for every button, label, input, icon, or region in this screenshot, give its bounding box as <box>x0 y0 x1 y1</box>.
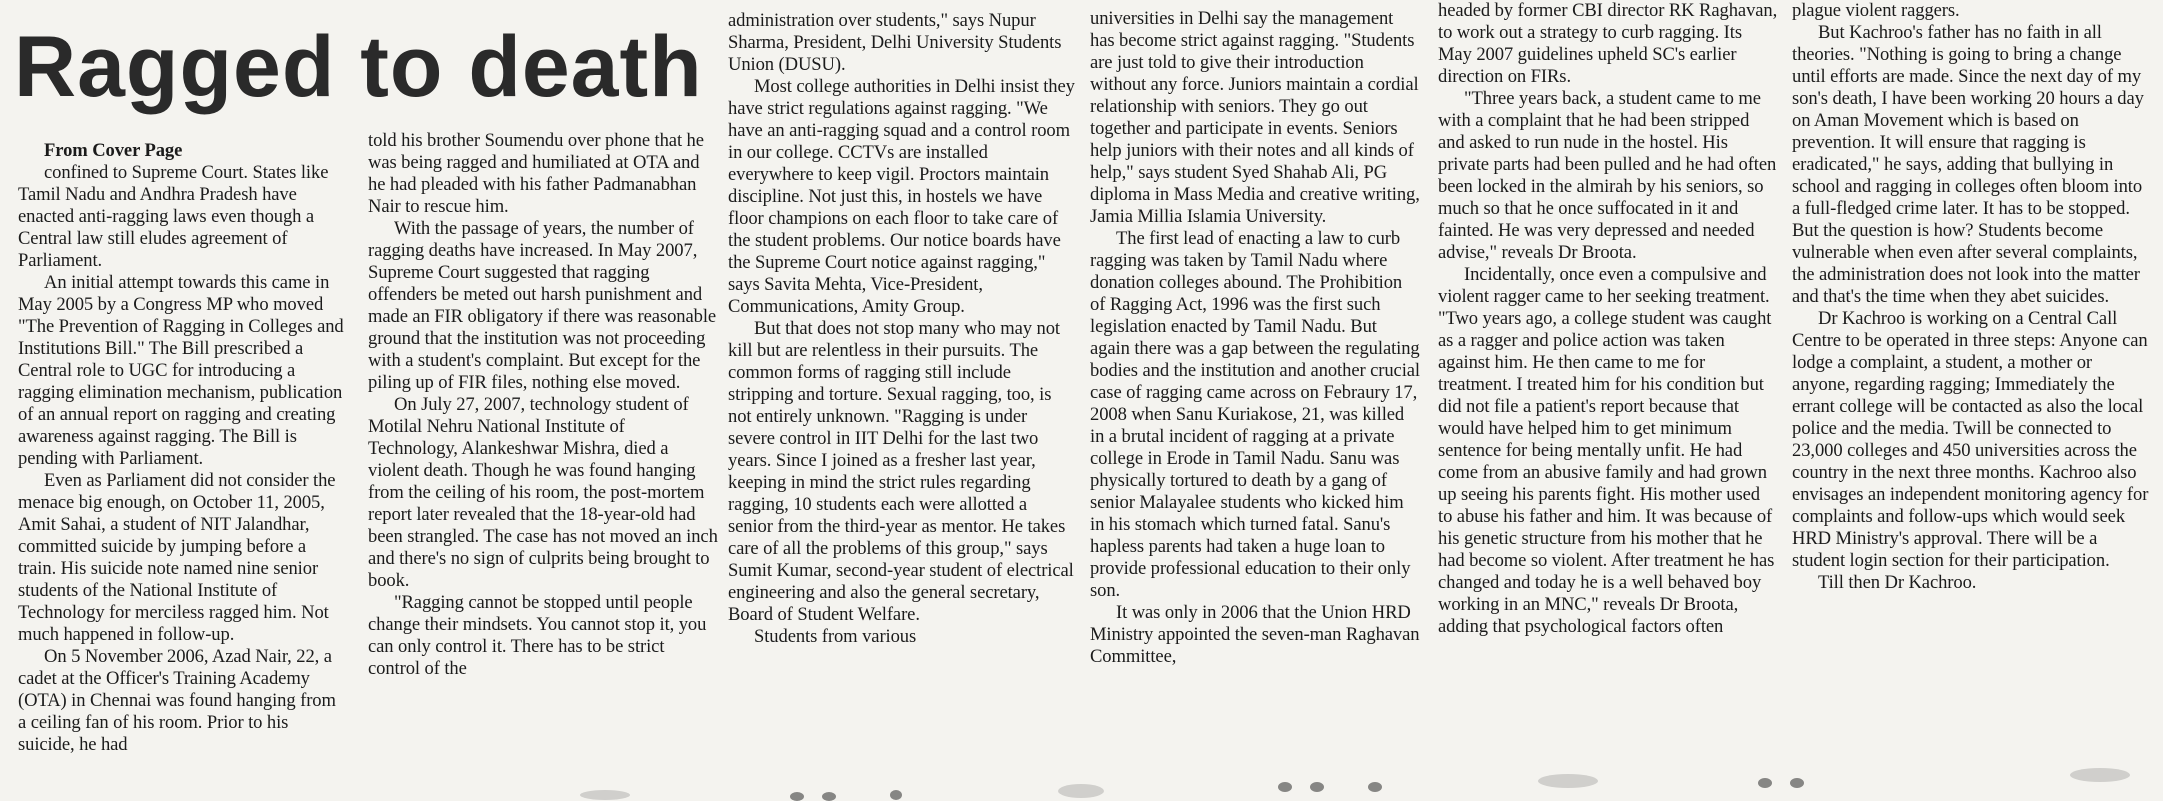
scan-blot <box>1368 782 1382 792</box>
headline: Ragged to death <box>14 19 703 115</box>
article-column-1 <box>18 140 348 800</box>
scan-blot <box>1058 784 1104 798</box>
paragraph: On July 27, 2007, technology student of Motilal Nehru National Institute of Technology, Alankeshwar Mishra, died a violent death. Though he was found hanging from the ceiling of his room, the post-mortem report later revealed that the 18-year-old had been strangled. The case has not moved an inch and there's no sign of culprits being brought to book. <box>368 394 718 591</box>
paragraph: universities in Delhi say the management has become strict against ragging. "Students are just told to give their introduction without any force. Juniors maintain a cordial relationship with seniors. They go out together and participate in events. Seniors help juniors with their notes and all kinds of help," says student Syed Shahab Ali, PG diploma in Mass Media and creative writing, Jamia Millia Islamia University. <box>1090 8 1420 227</box>
paragraph: plague violent raggers. <box>1792 0 1960 21</box>
scan-blot <box>822 792 836 801</box>
paragraph: With the passage of years, the number of ragging deaths have increased. In May 2007, Supreme Court suggested that ragging offenders be meted out harsh punishment and made an FIR obligatory if there was reasonable ground that the institution was not proceeding with a student's complaint. But except for the piling up of FIR files, nothing else moved. <box>368 218 717 393</box>
paragraph: confined to Supreme Court. States like Tamil Nadu and Andhra Pradesh have enacted anti-ragging laws even though a Central law still eludes agreement of Parliament. <box>18 162 329 271</box>
paragraph: headed by former CBI director RK Raghavan, to work out a strategy to curb ragging. Its May 2007 guidelines upheld SC's earlier direction on FIRs. <box>1438 0 1778 87</box>
scan-blot <box>1790 778 1804 788</box>
paragraph: administration over students," says Nupur Sharma, President, Delhi University Students Union (DUSU). <box>728 10 1062 75</box>
scan-blot <box>1758 778 1772 788</box>
paragraph: Even as Parliament did not consider the menace big enough, on October 11, 2005, Amit Sahai, a student of NIT Jalandhar, committed suicide by jumping before a train. His suicide note named nine senior students of the National Institute of Technology for merciless ragged him. Not much happened in follow-up. <box>18 470 336 645</box>
paragraph: Till then Dr Kachroo. <box>1818 572 1977 593</box>
scan-blot <box>1310 782 1324 792</box>
article-column-4 <box>1090 8 1420 798</box>
paragraph: "Ragging cannot be stopped until people change their mindsets. You cannot stop it, you can only control it. There has to be strict control of the <box>368 592 707 679</box>
article-column-6 <box>1792 0 2150 800</box>
paragraph: told his brother Soumendu over phone that he was being ragged and humiliated at OTA and he had pleaded with his father Padmanabhan Nair to rescue him. <box>368 130 704 217</box>
paragraph: The first lead of enacting a law to curb ragging was taken by Tamil Nadu where donation colleges abound. The Prohibition of Ragging Act, 1996 was the first such legislation enacted by Tamil Nadu. But again there was a gap between the regulating bodies and the institution and another crucial case of ragging came across on Febraury 17, 2008 when Sanu Kuriakose, 21, was killed in a brutal incident of ragging at a private college in Erode in Tamil Nadu. Sanu was physically tortured to death by a gang of senior Malayalee students who kicked him in his stomach which turned fatal. Sanu's hapless parents had taken a huge loan to provide professional education to their only son. <box>1090 228 1420 601</box>
article-column-2 <box>368 130 718 800</box>
scan-blot <box>580 790 630 800</box>
scan-blot <box>790 792 804 801</box>
article-column-3 <box>728 10 1076 800</box>
paragraph: But that does not stop many who may not kill but are relentless in their pursuits. The common forms of ragging still include stripping and torture. Sexual ragging, too, is not entirely unknown. "Ragging is under severe control in IIT Delhi for the last two years. Since I joined as a fresher last year, keeping in mind the strict rules regarding ragging, 10 students each were allotted a senior from the third-year as mentor. He takes care of all the problems of this group," says Sumit Kumar, second-year student of electrical engineering and also the general secretary, Board of Student Welfare. <box>728 318 1074 625</box>
paragraph: Incidentally, once even a compulsive and violent ragger came to her seeking treatment. "Two years ago, a college student was caught as a ragger and police action was taken against him. He then came to me for treatment. I treated him for his condition but did not file a patient's report because that would have helped him to get minimum sentence for being mentally unfit. He had come from an abusive family and had grown up seeing his parents fight. His mother used to abuse his father and him. It was because of his genetic structure from his mother that he had become so violent. After treatment he has changed and today he is a well behaved boy working in an MNC," reveals Dr Broota, adding that psychological factors often <box>1438 264 1775 637</box>
article-column-5 <box>1438 0 1778 800</box>
paragraph: Dr Kachroo is working on a Central Call Centre to be operated in three steps: Anyone can lodge a complaint, a student, a mother or anyone, regarding ragging; Immediately the errant college will be contacted as also the local police and the media. Twill be connected to 23,000 colleges and 450 universities across the country in the next three months. Kachroo also envisages an independent monitoring agency for complaints and follow-ups which would seek HRD Ministry's approval. There will be a student login section for their participation. <box>1792 308 2149 571</box>
paragraph: Most college authorities in Delhi insist they have strict regulations against ragging. "We have an anti-ragging squad and a control room in our college. CCTVs are installed everywhere to keep vigil. Proctors maintain discipline. Not just this, in hostels we have floor champions on each floor to take care of the student problems. Our notice boards have the Supreme Court notice against ragging," says Savita Mehta, Vice-President, Communications, Amity Group. <box>728 76 1075 317</box>
scan-blot <box>1538 774 1598 788</box>
continuation-label: From Cover Page <box>44 140 183 161</box>
paragraph: Students from various <box>754 626 917 647</box>
scan-blot <box>2070 768 2130 782</box>
paragraph: On 5 November 2006, Azad Nair, 22, a cadet at the Officer's Training Academy (OTA) in Chennai was found hanging from a ceiling fan of his room. Prior to his suicide, he had <box>18 646 336 755</box>
scan-blot <box>1278 782 1292 792</box>
paragraph: An initial attempt towards this came in May 2005 by a Congress MP who moved "The Prevention of Ragging in Colleges and Institutions Bill." The Bill prescribed a Central role to UGC for introducing a ragging elimination mechanism, publication of an annual report on ragging and creating awareness against ragging. The Bill is pending with Parliament. <box>18 272 344 469</box>
paragraph: But Kachroo's father has no faith in all theories. "Nothing is going to bring a change until efforts are made. Since the next day of my son's death, I have been working 20 hours a day on Aman Movement which is based on prevention. It will ensure that ragging is eradicated," he says, adding that bullying in school and ragging in colleges often bloom into a full-fledged crime later. It has to be stopped. But the question is how? Students become vulnerable when even after several complaints, the administration does not look into the matter and that's the time when they abet suicides. <box>1792 22 2144 307</box>
scan-blot <box>890 790 902 800</box>
paragraph: "Three years back, a student came to me with a complaint that he had been stripped and asked to run nude in the hostel. His private parts had been pulled and he had often been locked in the almirah by his seniors, so much so that he once suffocated in it and fainted. He was very depressed and needed advise," reveals Dr Broota. <box>1438 88 1777 263</box>
paragraph: It was only in 2006 that the Union HRD Ministry appointed the seven-man Raghavan Committee, <box>1090 602 1420 667</box>
